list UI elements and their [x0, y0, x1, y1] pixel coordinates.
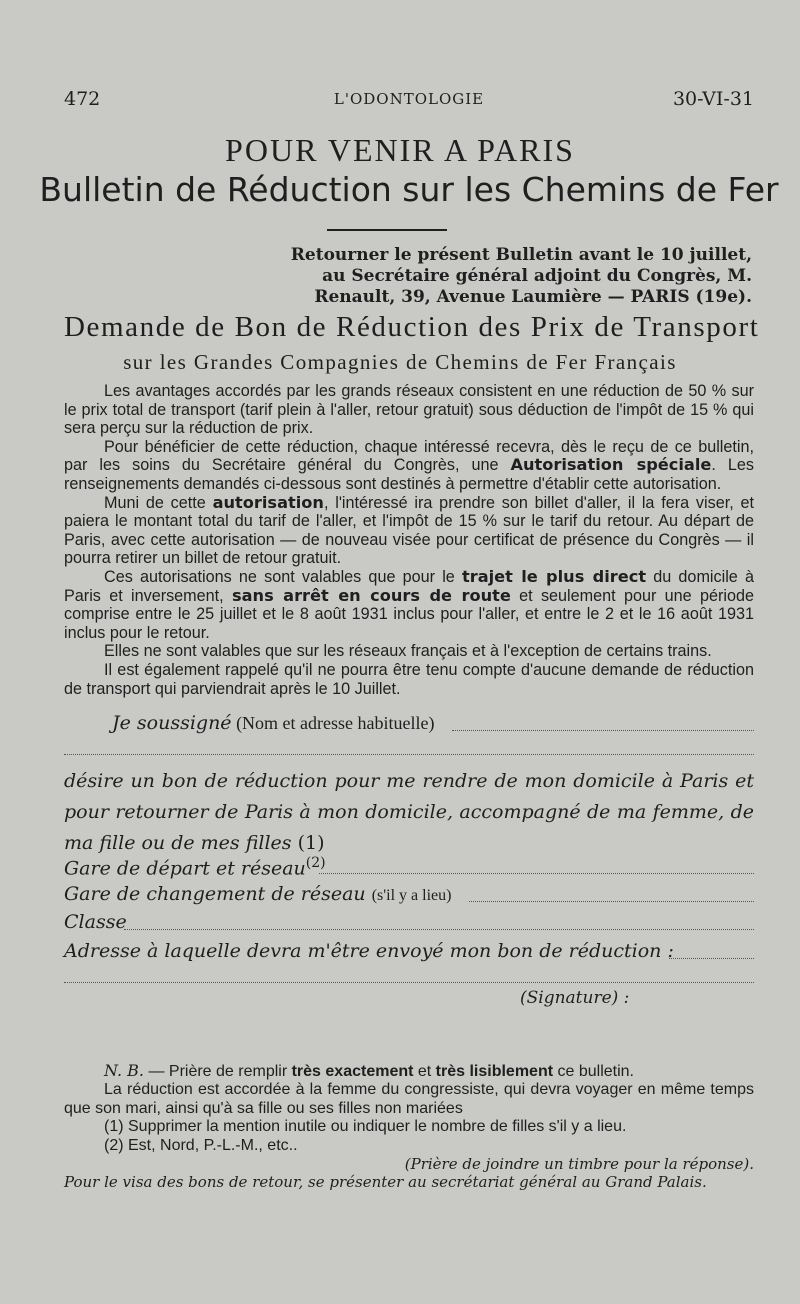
- gare-changement-hint: (s'il y a lieu): [371, 887, 452, 904]
- classe-field[interactable]: [64, 911, 754, 933]
- adresse-field[interactable]: [64, 940, 754, 962]
- paragraph-5: Elles ne sont valables que sur les réseaux français et à l'exception de certains trains.: [104, 642, 712, 661]
- journal-title: L'ODONTOLOGIE: [333, 90, 485, 108]
- paragraph-6: Il est également rappelé qu'il ne pourra être tenu compte d'aucune demande de réduction de transport qui parviendrait après le 10 Juillet.: [64, 660, 754, 698]
- title-rule: [327, 229, 447, 231]
- classe-dotted-line: [124, 929, 754, 930]
- footnote-1: (1) Supprimer la mention inutile ou indiquer le nombre de filles s'il y a lieu.: [104, 1118, 627, 1136]
- page-number: 472: [64, 88, 101, 110]
- body-text: [64, 382, 754, 698]
- paragraph-3: Muni de cette autorisation, l'intéressé ira prendre son billet d'aller, il la fera viser, et paiera le montant total du tarif de l'aller, et l'impôt de 15 % sur le tarif du retour. Au départ de Paris, avec cette autorisation — de nouveau visée pour certificat de présence du Congrès — il pourra retirer un billet de retour gratuit.: [64, 492, 755, 568]
- return-instructions: [290, 245, 752, 308]
- signature-label: (Signature) :: [520, 988, 630, 1008]
- issue-date: 30-VI-31: [672, 88, 754, 110]
- classe-label: Classe: [64, 911, 127, 933]
- gare-changement-field[interactable]: [64, 883, 754, 905]
- signature-field[interactable]: [520, 988, 720, 1008]
- visa-note: Pour le visa des bons de retour, se présenter au secrétariat général au Grand Palais.: [64, 1173, 707, 1192]
- desire-footnote-ref: (1): [297, 832, 325, 854]
- gare-changement-dotted-line: [469, 901, 754, 902]
- paragraph-4: Ces autorisations ne sont valables que pour le trajet le plus direct du domicile à Paris et inversement, sans arrêt en cours de route et seulement pour une période comprise entre le 25 juillet et le 8 août 1931 inclus pour l'aller, et entre le 2 et le 16 août 1931 inclus pour le retour.: [64, 566, 754, 642]
- soussigne-field[interactable]: [64, 712, 754, 734]
- blank-line-2[interactable]: [64, 982, 754, 983]
- gare-depart-footnote-ref: (2): [305, 855, 326, 871]
- gare-depart-field[interactable]: [64, 855, 754, 879]
- gare-depart-label: Gare de départ et réseau: [64, 857, 306, 880]
- return-line-3: Renault, 39, Avenue Laumière — PARIS (19e).: [314, 287, 752, 307]
- nb-paragraph: N. B. — Prière de remplir très exactement et très lisiblement ce bulletin.: [104, 1061, 634, 1080]
- return-line-1: Retourner le présent Bulletin avant le 10 juillet,: [290, 245, 752, 265]
- request-heading: Demande de Bon de Réduction des Prix de Transport: [64, 311, 760, 343]
- adresse-dotted-line: [669, 958, 754, 959]
- footnote-2: (2) Est, Nord, P.-L.-M., etc..: [104, 1136, 298, 1154]
- desire-text: désire un bon de réduction pour me rendre de mon domicile à Paris et pour retourner de Paris à mon domicile, accompagné de ma femme, de ma fille ou de mes filles: [64, 770, 754, 854]
- paragraph-2: Pour bénéficier de cette réduction, chaque intéressé recevra, dès le reçu de ce bulletin, par les soins du Secrétaire général du Congrès, une Autorisation spéciale. Les renseignements demandés ci-dessous sont destinés à permettre d'établir cette autorisation.: [64, 437, 754, 493]
- blank-line-1[interactable]: [64, 754, 754, 755]
- soussigne-label: Je soussigné: [112, 712, 232, 734]
- subtitle: Bulletin de Réduction sur les Chemins de Fer: [39, 170, 779, 209]
- nb-condition: La réduction est accordée à la femme du congressiste, qui devra voyager en même temps que son mari, ainsi qu'à sa fille ou ses filles non mariées: [64, 1081, 754, 1117]
- adresse-label: Adresse à laquelle devra m'être envoyé mon bon de réduction :: [64, 940, 674, 962]
- return-line-2: au Secrétaire général adjoint du Congrès, M.: [322, 266, 752, 286]
- stamp-note: (Prière de joindre un timbre pour la réponse).: [404, 1155, 754, 1174]
- request-subheading: sur les Grandes Compagnies de Chemins de Fer Français: [123, 350, 677, 374]
- soussigne-hint: (Nom et adresse habituelle): [231, 713, 435, 733]
- soussigne-dotted-line: [452, 730, 754, 731]
- main-title: POUR VENIR A PARIS: [225, 132, 575, 168]
- nota-bene: [64, 1062, 754, 1192]
- gare-changement-label: Gare de changement de réseau: [64, 883, 366, 905]
- paragraph-1: Les avantages accordés par les grands réseaux consistent en une réduction de 50 % sur le prix total de transport (tarif plein à l'aller, retour gratuit) sous déduction de l'impôt de 15 % qui sera perçu sur la réduction de prix.: [64, 382, 754, 438]
- gare-depart-dotted-line: [319, 873, 754, 874]
- desire-statement: [64, 766, 754, 859]
- running-header: [64, 88, 754, 112]
